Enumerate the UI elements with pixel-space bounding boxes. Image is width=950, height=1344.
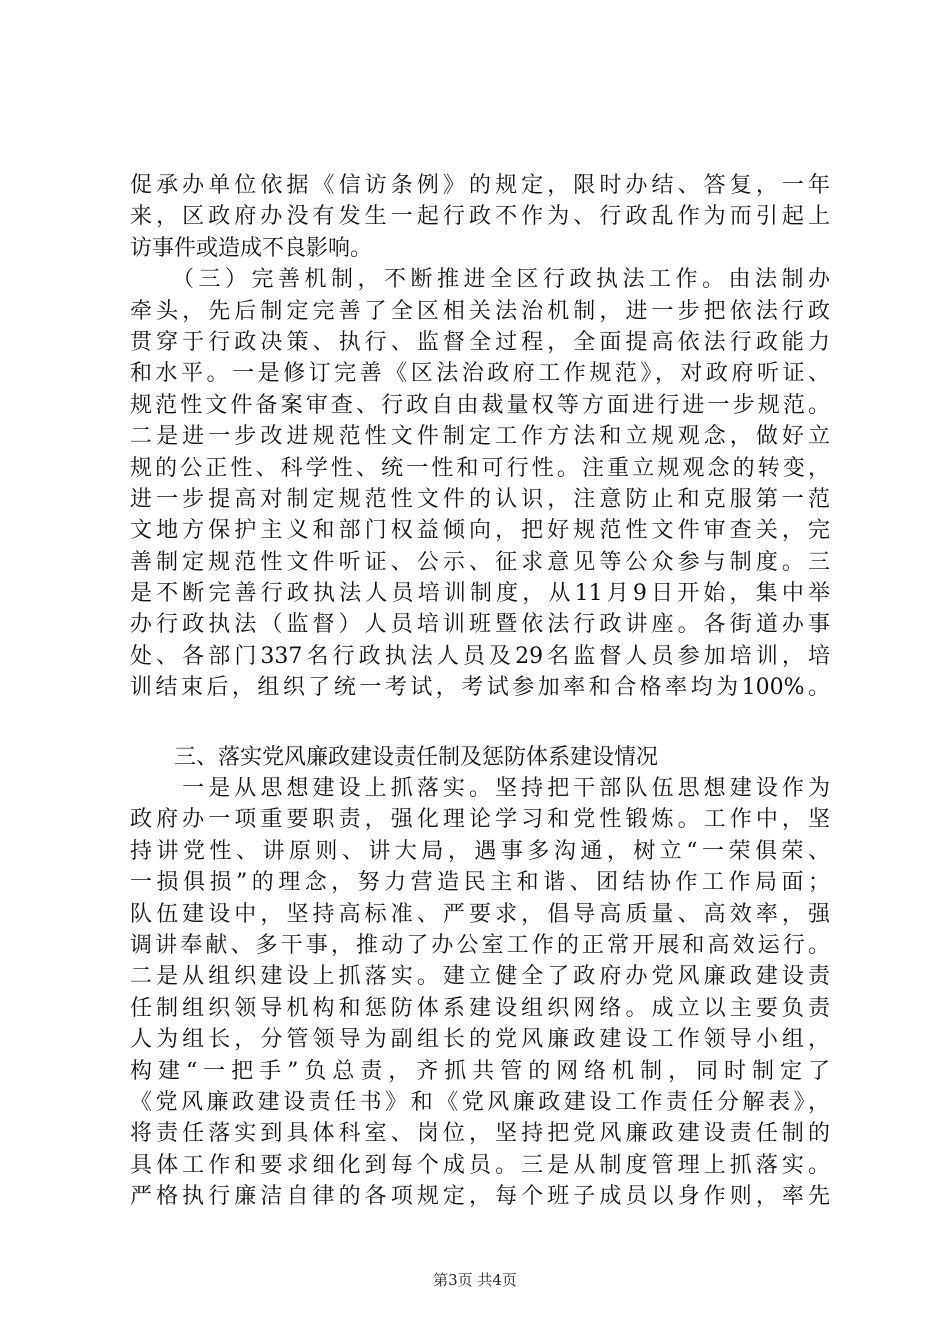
text-line: 持讲党性、讲原则、讲大局，遇事多沟通，树立“一荣俱荣、 xyxy=(130,838,830,864)
text-line: 任制组织领导机构和惩防体系建设组织网络。成立以主要负责 xyxy=(130,995,830,1021)
text-line: 将责任落实到具体科室、岗位，坚持把党风廉政建设责任制的 xyxy=(130,1121,830,1147)
text-line: 训结束后，组织了统一考试，考试参加率和合格率均为100%。 xyxy=(130,675,830,701)
text-line: 和水平。一是修订完善《区法治政府工作规范》，对政府听证、 xyxy=(130,361,830,387)
text-line: 人为组长，分管领导为副组长的党风廉政建设工作领导小组， xyxy=(130,1027,830,1053)
text-line: 一是从思想建设上抓落实。坚持把干部队伍思想建设作为 xyxy=(130,776,830,802)
text-line: 具体工作和要求细化到每个成员。三是从制度管理上抓落实。 xyxy=(130,1152,830,1178)
text-line: 严格执行廉洁自律的各项规定，每个班子成员以身作则，率先 xyxy=(130,1184,830,1210)
document-body xyxy=(130,170,830,1213)
text-line: 调讲奉献、多干事，推动了办公室工作的正常开展和高效运行。 xyxy=(130,932,830,958)
text-line: 文地方保护主义和部门权益倾向，把好规范性文件审查关，完 xyxy=(130,518,830,544)
text-line: 规范性文件备案审查、行政自由裁量权等方面进行进一步规范。 xyxy=(130,392,830,418)
paragraph-block-1 xyxy=(130,170,830,704)
text-line: 善制定规范性文件听证、公示、征求意见等公众参与制度。三 xyxy=(130,549,830,575)
text-line: 一损俱损”的理念，努力营造民主和谐、团结协作工作局面； xyxy=(130,870,830,896)
paragraph-block-2 xyxy=(130,742,830,1213)
text-line: 访事件或造成不良影响。 xyxy=(130,235,373,261)
text-line: 二是从组织建设上抓落实。建立健全了政府办党风廉政建设责 xyxy=(130,964,830,990)
text-line: （三）完善机制，不断推进全区行政执法工作。由法制办 xyxy=(130,267,830,293)
text-line: 牵头，先后制定完善了全区相关法治机制，进一步把依法行政 xyxy=(130,298,830,324)
text-line: 贯穿于行政决策、执行、监督全过程，全面提高依法行政能力 xyxy=(130,329,830,355)
section-heading: 三、落实党风廉政建设责任制及惩防体系建设情况 xyxy=(130,744,659,770)
text-line: 二是进一步改进规范性文件制定工作方法和立规观念，做好立 xyxy=(130,424,830,450)
text-line: 政府办一项重要职责，强化理论学习和党性锻炼。工作中，坚 xyxy=(130,807,830,833)
text-line: 《党风廉政建设责任书》和《党风廉政建设工作责任分解表》， xyxy=(130,1089,830,1115)
page-footer: 第3页 共4页 xyxy=(433,1271,517,1289)
paragraph-gap xyxy=(130,704,830,742)
text-line: 构建“一把手”负总责，齐抓共管的网络机制，同时制定了 xyxy=(130,1058,830,1084)
text-line: 规的公正性、科学性、统一性和可行性。注重立规观念的转变， xyxy=(130,455,830,481)
text-line: 促承办单位依据《信访条例》的规定，限时办结、答复，一年 xyxy=(130,173,830,198)
text-line: 队伍建设中，坚持高标准、严要求，倡导高质量、高效率，强 xyxy=(130,901,830,927)
text-line: 来，区政府办没有发生一起行政不作为、行政乱作为而引起上 xyxy=(130,204,830,230)
text-line: 是不断完善行政执法人员培训制度，从11月9日开始，集中举 xyxy=(130,581,830,607)
text-line: 处、各部门337名行政执法人员及29名监督人员参加培训，培 xyxy=(130,643,830,669)
text-line: 进一步提高对制定规范性文件的认识，注意防止和克服第一范 xyxy=(130,486,830,512)
text-line: 办行政执法（监督）人员培训班暨依法行政讲座。各街道办事 xyxy=(130,612,830,638)
